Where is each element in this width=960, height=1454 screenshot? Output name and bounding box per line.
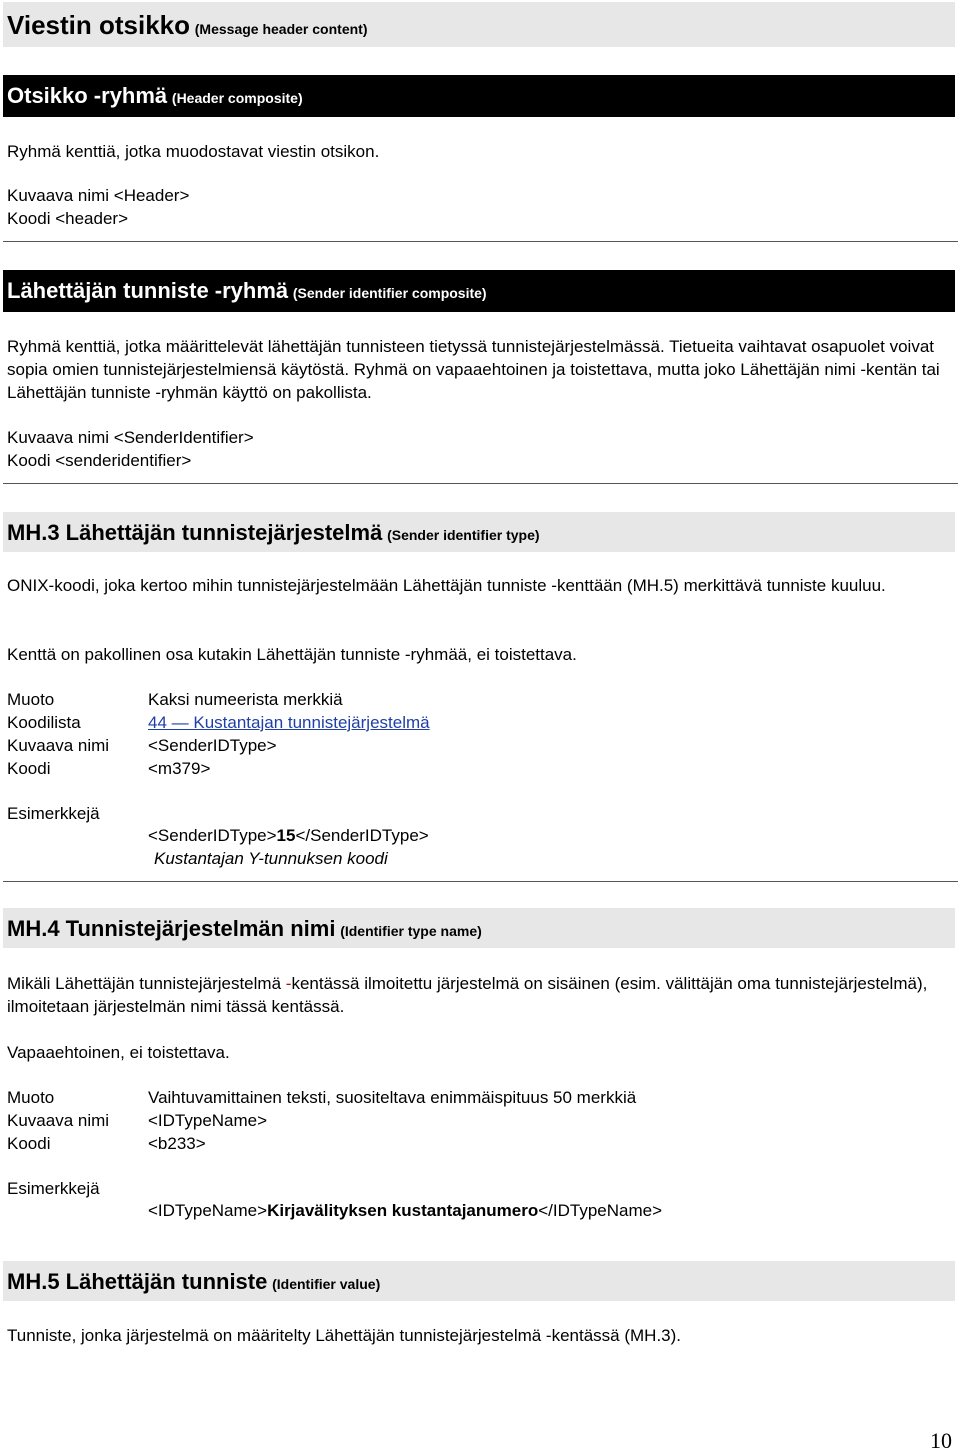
header-composite-title: Otsikko -ryhmä — [7, 83, 168, 108]
mh3-codelist-link[interactable]: 44 — Kustantajan tunnistejärjestelmä — [148, 713, 430, 732]
divider — [3, 241, 958, 242]
mh4-code-label: Koodi — [7, 1134, 51, 1153]
mh4-examples-label: Esimerkkejä — [7, 1179, 100, 1198]
mh4-example-value: Kirjavälityksen kustantajanumero — [267, 1201, 539, 1220]
mh3-example-open-tag: <SenderIDType> — [148, 826, 277, 845]
mh3-code-label: Koodi — [7, 759, 51, 778]
header-composite-banner — [3, 75, 955, 117]
mh5-subtitle: (Identifier value) — [272, 1276, 381, 1292]
sender-identifier-subtitle: (Sender identifier composite) — [292, 285, 487, 301]
mh4-name-label: Kuvaava nimi — [7, 1111, 110, 1130]
mh4-code-value: <b233> — [148, 1134, 206, 1153]
mh3-example-close-tag: </SenderIDType> — [295, 826, 429, 845]
mh4-description-part: Mikäli Lähettäjän tunnistejärjestelmä — [7, 974, 286, 993]
mh3-example — [148, 824, 429, 847]
sender-identifier-code: Koodi <senderidentifier> — [7, 451, 192, 470]
mh3-codelist-label: Koodilista — [7, 713, 81, 732]
sender-identifier-name: Kuvaava nimi <SenderIdentifier> — [7, 428, 254, 447]
mh4-example-close-tag: </IDTypeName> — [538, 1201, 663, 1220]
mh4-example-open-tag: <IDTypeName> — [148, 1201, 268, 1220]
mh3-example-value: 15 — [276, 826, 296, 845]
divider — [3, 483, 958, 484]
mh4-banner — [3, 908, 955, 948]
mh3-format-value: Kaksi numeerista merkkiä — [148, 690, 343, 709]
mh3-title: MH.3 Lähettäjän tunnistejärjestelmä — [7, 520, 383, 545]
mh4-format-value: Vaihtuvamittainen teksti, suositeltava enimmäispituus 50 merkkiä — [148, 1088, 637, 1107]
mh3-subtitle: (Sender identifier type) — [387, 527, 540, 543]
mh5-description: Tunniste, jonka järjestelmä on määritelty Lähettäjän tunnistejärjestelmä -kentässä (MH.3). — [7, 1326, 682, 1345]
message-header-subtitle: (Message header content) — [194, 21, 368, 37]
mh4-name-value: <IDTypeName> — [148, 1111, 268, 1130]
mh3-code-value: <m379> — [148, 759, 211, 778]
sender-identifier-description: Ryhmä kenttiä, jotka määrittelevät lähettäjän tunnisteen tietyssä tunnistejärjestelmässä. Tietueita vaihtavat osapuolet voivat sopia omien tunnistejärjestelmiensä käytöstä. Ryhmä on vapaaehtoinen ja toistettava, mutta joko Lähettäjän nimi -kentän tai Lähettäjän tunniste -ryhmän käyttö on pakollista. — [7, 337, 940, 402]
header-composite-description: Ryhmä kenttiä, jotka muodostavat viestin otsikon. — [7, 142, 380, 161]
mh5-title: MH.5 Lähettäjän tunniste — [7, 1269, 268, 1294]
mh5-banner — [3, 1261, 955, 1301]
divider — [3, 881, 958, 882]
header-composite-name: Kuvaava nimi <Header> — [7, 186, 190, 205]
sender-identifier-title: Lähettäjän tunniste -ryhmä — [7, 278, 289, 303]
mh4-description — [7, 972, 947, 1018]
mh4-requirement: Vapaaehtoinen, ei toistettava. — [7, 1043, 230, 1062]
mh3-name-value: <SenderIDType> — [148, 736, 277, 755]
message-header-banner — [3, 2, 955, 47]
mh3-banner — [3, 512, 955, 552]
mh4-title: MH.4 Tunnistejärjestelmän nimi — [7, 916, 336, 941]
mh4-format-label: Muoto — [7, 1088, 55, 1107]
mh3-example-note: Kustantajan Y-tunnuksen koodi — [154, 849, 388, 868]
header-composite-code: Koodi <header> — [7, 209, 128, 228]
sender-identifier-banner — [3, 270, 955, 312]
mh4-description-hyphen: - — [285, 974, 292, 993]
mh3-examples-label: Esimerkkejä — [7, 804, 100, 823]
header-composite-subtitle: (Header composite) — [171, 90, 303, 106]
page-number: 10 — [930, 1428, 952, 1453]
mh4-subtitle: (Identifier type name) — [340, 923, 482, 939]
mh4-description-part: kentässä ilmoitettu järjestelmä on sisäinen (esim. välittäjän oma tunnistejärjestelmä), ilmoitetaan järjestelmän nimi tässä kentässä. — [7, 974, 928, 1016]
mh3-description: ONIX-koodi, joka kertoo mihin tunnistejärjestelmään Lähettäjän tunniste -kenttään (MH.5) merkittävä tunniste kuuluu. — [7, 576, 886, 595]
mh3-name-label: Kuvaava nimi — [7, 736, 110, 755]
mh4-example — [148, 1199, 662, 1222]
mh3-format-label: Muoto — [7, 690, 55, 709]
message-header-title: Viestin otsikko — [7, 10, 191, 40]
mh3-requirement: Kenttä on pakollinen osa kutakin Lähettäjän tunniste -ryhmää, ei toistettava. — [7, 645, 577, 664]
